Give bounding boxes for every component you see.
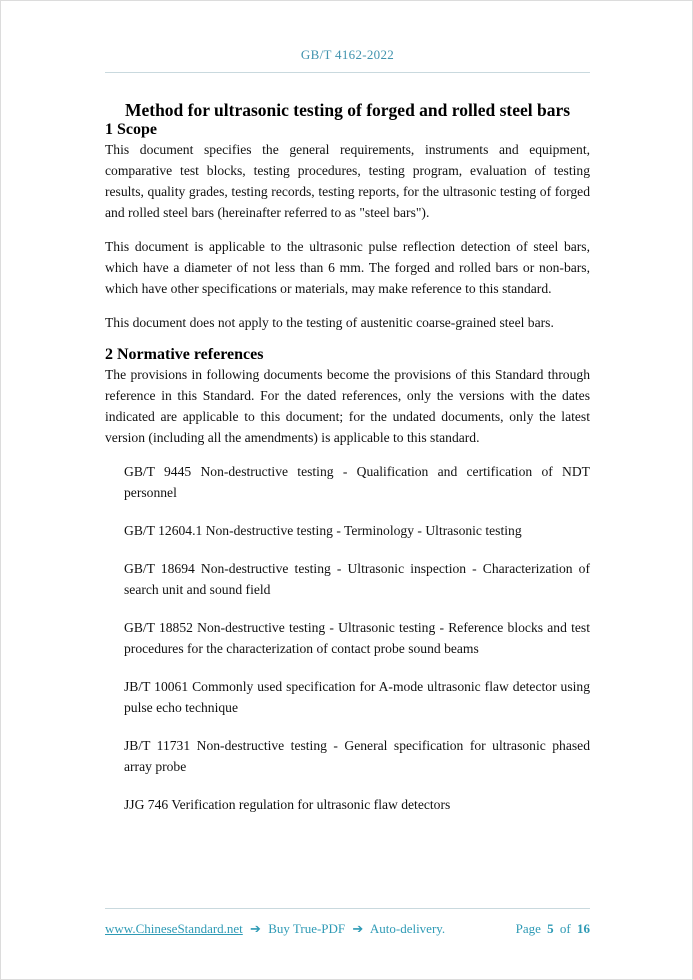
reference-item: GB/T 9445 Non-destructive testing - Qualification and certification of NDT personnel (124, 464, 590, 500)
reference-item: JJG 746 Verification regulation for ultrasonic flaw detectors (124, 797, 451, 812)
page-footer (105, 908, 590, 937)
page-label: Page (515, 921, 541, 936)
scope-paragraph-1: This document specifies the general requirements, instruments and equipment, comparative test blocks, testing procedures, testing program, evaluation of testing results, quality grades, testing records, testing reports, for the ultrasonic testing of forged and rolled steel bars (hereinafter referred to as "steel bars"). (105, 142, 590, 220)
reference-item: GB/T 18852 Non-destructive testing - Ultrasonic testing - Reference blocks and test procedures for the characterization of contact probe sound beams (124, 620, 590, 656)
site-link[interactable]: www.ChineseStandard.net (105, 921, 243, 936)
scope-paragraph-3: This document does not apply to the testing of austenitic coarse-grained steel bars. (105, 315, 554, 330)
of-label: of (559, 921, 571, 936)
footer-delivery-text: Auto-delivery. (369, 921, 446, 936)
reference-item: GB/T 12604.1 Non-destructive testing - Terminology - Ultrasonic testing (124, 523, 522, 538)
standard-code-header: GB/T 4162-2022 (300, 47, 395, 62)
header-divider (105, 72, 590, 73)
document-title: Method for ultrasonic testing of forged and rolled steel bars (124, 100, 571, 120)
arrow-icon: ➔ (352, 921, 364, 936)
page-total: 16 (577, 921, 590, 936)
reference-item: JB/T 10061 Commonly used specification for A-mode ultrasonic flaw detector using pulse echo technique (124, 679, 590, 715)
section-2-heading: 2 Normative references (105, 346, 264, 363)
reference-item: GB/T 18694 Non-destructive testing - Ultrasonic inspection - Characterization of search unit and sound field (124, 561, 590, 597)
page-indicator (513, 921, 590, 937)
scope-paragraph-2: This document is applicable to the ultrasonic pulse reflection detection of steel bars, which have a diameter of not less than 6 mm. The forged and rolled bars or non-bars, which have other specifications or materials, may make reference to this standard. (105, 239, 590, 296)
section-1-heading: 1 Scope (105, 121, 157, 138)
footer-promo-line (105, 921, 449, 937)
normative-references-intro: The provisions in following documents become the provisions of this Standard through reference in this Standard. For the dated references, only the versions with the dates indicated are applicable to this document; for the undated documents, only the latest version (including all the amendments) is applicable to this standard. (105, 367, 590, 445)
arrow-icon: ➔ (250, 921, 261, 936)
footer-buy-text: Buy True-PDF (268, 921, 346, 936)
reference-item: JB/T 11731 Non-destructive testing - General specification for ultrasonic phased array probe (124, 738, 590, 774)
page-current: 5 (547, 921, 554, 936)
footer-divider (105, 908, 590, 909)
